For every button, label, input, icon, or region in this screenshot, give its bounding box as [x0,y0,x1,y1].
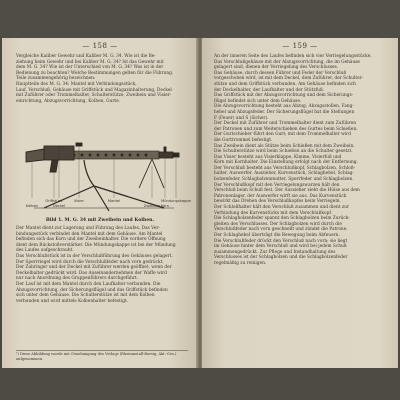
text-line: gelagert sind, dienen der Verriegelung des Verschlusses. [214,65,339,71]
text-line: bindungsstück verbindet den Mantel mit dem Gehäuse. Am Mantel [16,231,163,237]
figure-label: Korn [160,204,170,208]
text-line: Der Schlaghebel überträgt die Bewegung beim Abfeuern. [214,233,340,238]
text-line: Der Schloßhalter hält den Verschluß zusammen und dient zur [214,205,349,211]
text-line: flügel befindet sich unter dem Gehäuse. [214,98,302,104]
left-top-text [16,54,188,104]
footnote: ¹) Diese Abbildung wurde mit Genehmigung des Verlags (Rheinmetall-Borsig, Akt.-Ges.) aufgenommen. [16,350,188,361]
text-line: Verschluß beim Schuß fest. Der Auszieher zieht die Hülse aus dem [214,188,360,194]
figure-label: Zweibein [143,204,161,208]
text-line: Verschlusses ist der Schlagbolzen und die Schlagbolzenfeder [214,255,348,261]
text-line: Abzugsvorrichtung, der Sicherungsflügel und das Griffstück befinden [16,287,168,293]
figure-caption: Bild 1. M. G. 34 mit Zweibein und Kolben. [45,218,155,223]
text-line: nur nach Anordnung des Gruppenführers durchgeführt. [16,276,139,282]
text-line: Der Verschluß besteht aus Verschlußkopf, Schlagbolzen, Schloß- [214,165,356,171]
text-line: Das Zweibein dient als Stütze beim Schießen mit dem Zweibein. [214,143,355,149]
text-line: verbunden und wird mittels Kolbenhalter befestigt. [16,298,129,304]
text-line: Der Gurtschieber führt den Gurt; mit dem Trommelhalter wird [214,132,351,138]
text-line: vorgeschoben wird, ist mit dem Deckel, dem Zuführer, der Schulter- [214,76,364,82]
left-page [2,38,198,368]
text-line: Verschlußfeder nach vorn geschnellt und zündet die Patrone. [214,227,348,233]
text-line: der Patronen und zum Weiterschieben des Gurtes beim Schießen. [214,126,358,132]
text-line: Die Schlagbolzenfeder spannt den Schlagbolzen beim Zurück- [214,216,350,222]
right-page-number: — 159 — [282,42,318,50]
text-line: bolzenfeder, Schlagbolzenmutter, Sperrfeder und Schlagbolzen. [214,177,354,183]
text-line: hebel und Abzugsfeder. Der Sicherungsflügel hat die Stellungen [214,109,355,115]
background-bottom [0,368,400,400]
background-top [0,0,400,38]
text-line: des Laufes aufgeschraubt. [16,248,74,254]
text-line: Bedienung zu beachten? Welche Bestimmungen gelten für die Führung. [16,70,174,76]
figure-label: Mündungskappe [161,199,191,203]
text-line: Der Lauf ist mit dem Mantel durch den Laufhalter verbunden. Die [16,281,161,287]
text-line: Der Deckel mit Zuführer und Trommelhalter dient zum Zuführen [214,121,356,127]
text-line: Die Abzugsvorrichtung besteht aus Abzug, Abzugsstollen, Fang- [214,104,354,110]
text-line: Das Verschlußstück ist in der Verschlußführung des Gehäuses gelagert. [16,253,173,259]
text-line: Das Visier besteht aus Visierklappe, Kimme, Visierfuß und [214,154,342,160]
right-page [202,38,398,368]
text-line: Teile zusammengehörig bezeichnen: [16,76,96,82]
right-text [214,54,386,267]
left-bottom-text [16,226,188,304]
text-line: F (Feuer) und S (Sicher). [214,115,269,121]
text-line: Patronenlager, der Auswerfer wirft sie aus. Das Kurvenstück [214,193,347,199]
text-line: Der Sperrriegel wird durch die Verschlußfeder nach vorn gedrückt. [16,259,164,265]
text-line: befinden sich das Korn und der Zweibeinhalter. Die vordere Öffnung [16,237,166,243]
text-line: Der Zubringer und der Deckel mit Zuführer werden geöffnet, wenn der [16,265,172,271]
text-line: die Gurttrommel befestigt. [214,137,273,143]
text-line: dem M. G. 34? Wie ist der Unterschied von M. G. 34? Was ist in der [16,65,164,71]
figure-label: Griffstück [45,199,63,203]
text-line: Korn mit Kornhalter. Die Einstellung erfolgt nach der Entfernung. [214,160,358,166]
machine-gun-illustration [24,116,194,216]
text-line: einrichtung, Abzugsvorrichtung, Kolben, Gurte. [16,98,121,104]
text-line: sich unter dem Gehäuse. Die Schulterstütze ist mit dem Kolben [16,293,155,299]
figure-label: Deckel [52,204,66,208]
text-line: mit Zuführer oder Trommelhalter, Schulterstütze, Zweibein und Visier- [16,93,172,99]
text-line: ziehung beim Gewehr und bei Kaliber M. G. 34? Ist das Gewehr mit [16,59,164,65]
text-line: Hauptteile des M. G. 34: Mantel mit Verbindungsstück, [16,81,137,87]
text-line: Die Verschlußfeder drückt den Verschluß nach vorn; sie liegt [214,238,348,244]
text-line: Verbindung des Kurvenstücks mit dem Verschlußkopf. [214,210,333,216]
text-line: An der inneren Seite des Laufes befinden sich vier Verriegelungsstücke. [214,54,372,59]
text-line: Vergleiche Kaliber Gewehr und Kaliber M. G. 34. Wie ist die Be- [16,54,156,59]
text-line: regelmäßig zu reinigen. [214,260,267,266]
text-line: gleiten des Verschlusses. Der Schlagbolzen wird durch die [214,221,342,227]
text-line: Der Mantel dient zur Lagerung und Führung des Laufes. Das Ver- [16,226,160,231]
figure-label: Visier [74,199,84,203]
figure-label: Kolben [25,204,39,208]
text-line: zusammengedrückt. Zur Pflege und Instandhaltung des [214,249,336,255]
text-line: bewirkt das Drehen des Verschlußkopfes beim Verriegeln. [214,199,341,205]
text-line: halter, Auswerfer, Auszieher, Kurvenstück, Schlaghebel, Schlag- [214,171,354,177]
text-line: Deckelhalter gedrückt wird. Das Auseinandernehmen der Waffe wird [16,270,167,276]
text-line: Das Gehäuse, durch dessen Führer und Feder der Verschluß [214,70,347,76]
text-line: Das Verschlußgehäuse mit der Abzugsvorrichtung, die im Gehäuse [214,59,360,65]
text-line: stütze und dem Griffstück verbunden. Am Gehäuse befinden sich [214,81,356,87]
text-line: der Deckelhalter, der Laufhalter und der Stützfuß. [214,87,325,93]
text-line: dient dem Rückstoßverstärker. Die Mündungskappe ist bei der Mündung [16,242,176,248]
text-line: im Gehäuse hinter dem Verschluß und wird bei jedem Schuß [214,244,347,250]
text-line: Das Griffstück mit der Abzugsvorrichtung und dem Sicherungs- [214,93,354,99]
text-line: Lauf, Verschluß, Gehäuse mit Griffstück und Magazinhalterung, Deckel [16,87,172,93]
figure-label: Mantel [107,199,121,203]
text-line: Die Schulterstütze wird beim Schießen an die Schulter gesetzt. [214,149,353,155]
text-line: Der Verschlußkopf mit den Verriegelungswarzen hält den [214,182,340,188]
left-page-number: — 158 — [82,42,118,50]
